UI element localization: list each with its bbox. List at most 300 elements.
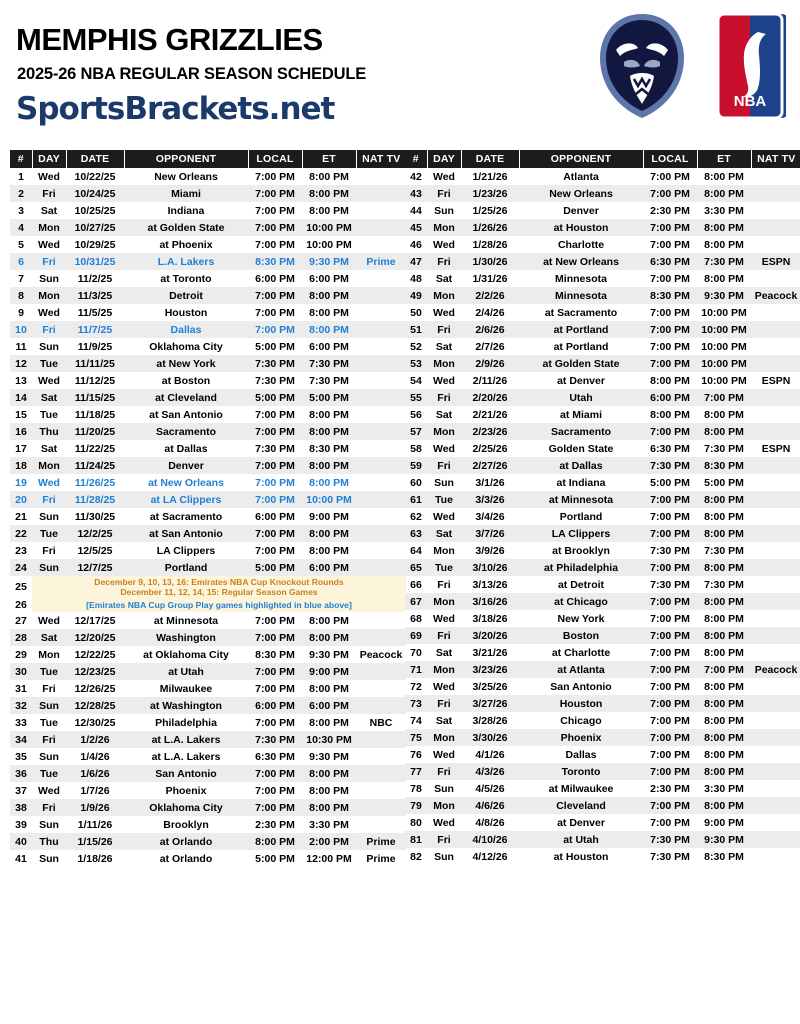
- game-opponent: at Brooklyn: [552, 544, 610, 557]
- game-date: 3/28/26: [472, 714, 508, 727]
- table-row: [10, 731, 406, 748]
- game-national-tv: [751, 780, 800, 797]
- game-day: Sat: [40, 204, 58, 217]
- game-national-tv: [356, 406, 406, 423]
- game-day: Fri: [32, 253, 66, 270]
- game-day: Wed: [38, 476, 60, 489]
- game-national-tv: Prime: [356, 253, 406, 270]
- game-opponent: LA Clippers: [519, 525, 643, 542]
- game-national-tv: [751, 627, 800, 644]
- game-opponent: at Golden State: [519, 355, 643, 372]
- row-number: 22: [10, 525, 32, 542]
- game-day: Fri: [32, 185, 66, 202]
- game-national-tv: [751, 406, 800, 423]
- game-date: 11/18/25: [74, 408, 116, 421]
- game-date: 1/4/26: [80, 750, 110, 763]
- game-opponent: Denver: [124, 457, 248, 474]
- game-opponent: at Utah: [519, 831, 643, 848]
- game-date: 12/30/25: [74, 716, 116, 729]
- game-date: 3/13/26: [472, 578, 508, 591]
- schedule-table-left: [10, 150, 406, 867]
- game-date: 2/23/26: [461, 423, 519, 440]
- game-et-time: 8:00 PM: [302, 423, 356, 440]
- game-national-tv: [356, 765, 406, 782]
- game-day: Sat: [435, 646, 453, 659]
- game-national-tv: [751, 610, 800, 627]
- game-et-time: 8:00 PM: [302, 765, 356, 782]
- table-row: [405, 729, 800, 746]
- row-number: 21: [15, 510, 27, 523]
- game-et-time: 8:00 PM: [697, 763, 751, 780]
- game-date: 11/15/25: [66, 389, 124, 406]
- table-row: [405, 848, 800, 865]
- game-day: Sun: [39, 272, 59, 285]
- game-local-time: 7:30 PM: [650, 850, 690, 863]
- table-row: [10, 440, 406, 457]
- game-local-time: 7:00 PM: [248, 423, 302, 440]
- nba-logo: [714, 10, 786, 122]
- game-et-time: 8:00 PM: [309, 784, 349, 797]
- game-local-time: 7:00 PM: [255, 238, 295, 251]
- game-day: Fri: [427, 389, 461, 406]
- row-number: 29: [15, 648, 27, 661]
- game-local-time: 7:00 PM: [643, 219, 697, 236]
- game-date: 11/26/25: [74, 476, 116, 489]
- row-number: 71: [405, 661, 427, 678]
- game-et-time: 6:00 PM: [302, 559, 356, 576]
- game-et-time: 9:30 PM: [302, 253, 356, 270]
- game-local-time: 7:00 PM: [248, 219, 302, 236]
- game-national-tv: [356, 185, 406, 202]
- game-day: Sat: [32, 629, 66, 646]
- game-national-tv: [751, 185, 800, 202]
- game-day: Thu: [32, 833, 66, 850]
- game-local-time: 7:30 PM: [255, 442, 295, 455]
- row-number: 12: [10, 355, 32, 372]
- game-local-time: 7:00 PM: [255, 204, 295, 217]
- game-et-time: 8:00 PM: [697, 559, 751, 576]
- game-date: 1/18/26: [77, 852, 113, 865]
- table-row: [10, 168, 406, 185]
- row-number: 65: [405, 559, 427, 576]
- row-number: 39: [15, 818, 27, 831]
- game-date: 1/11/26: [77, 818, 113, 831]
- table-row: [405, 219, 800, 236]
- game-date: 3/18/26: [472, 612, 508, 625]
- table-row: [405, 508, 800, 525]
- game-date: 1/15/26: [66, 833, 124, 850]
- game-et-time: 8:00 PM: [697, 797, 751, 814]
- game-day: Fri: [427, 185, 461, 202]
- game-day: Wed: [433, 238, 455, 251]
- game-opponent: at Charlotte: [551, 646, 611, 659]
- game-local-time: 7:00 PM: [255, 614, 295, 627]
- game-et-time: 8:30 PM: [697, 457, 751, 474]
- game-local-time: 7:00 PM: [643, 661, 697, 678]
- game-day: Wed: [433, 612, 455, 625]
- table-row: [405, 559, 800, 576]
- game-local-time: 5:00 PM: [248, 389, 302, 406]
- table-row: [10, 765, 406, 782]
- game-national-tv: [356, 663, 406, 680]
- game-date: 11/28/25: [66, 491, 124, 508]
- row-number: 49: [405, 287, 427, 304]
- row-number: 19: [15, 476, 27, 489]
- game-date: 2/21/26: [472, 408, 508, 421]
- game-et-time: 7:30 PM: [302, 355, 356, 372]
- game-opponent: at Toronto: [160, 272, 212, 285]
- game-et-time: 5:00 PM: [302, 389, 356, 406]
- game-opponent: at New York: [124, 355, 248, 372]
- game-opponent: at Sacramento: [149, 510, 223, 523]
- game-date: 3/25/26: [472, 680, 508, 693]
- game-et-time: 10:00 PM: [302, 491, 356, 508]
- game-opponent: San Antonio: [124, 765, 248, 782]
- game-et-time: 8:00 PM: [302, 629, 356, 646]
- game-national-tv: [356, 731, 406, 748]
- game-day: Tue: [427, 491, 461, 508]
- game-national-tv: [356, 236, 406, 253]
- game-opponent: San Antonio: [550, 680, 612, 693]
- game-opponent: at Miami: [559, 408, 602, 421]
- game-day: Wed: [433, 680, 455, 693]
- game-date: 12/5/25: [77, 544, 113, 557]
- game-et-time: 8:00 PM: [697, 627, 751, 644]
- game-et-time: 8:00 PM: [697, 219, 751, 236]
- game-opponent: at Dallas: [519, 457, 643, 474]
- game-opponent: at Houston: [553, 850, 609, 863]
- game-local-time: 6:00 PM: [248, 697, 302, 714]
- game-et-time: 8:00 PM: [704, 272, 744, 285]
- game-national-tv: [356, 457, 406, 474]
- game-local-time: 7:00 PM: [255, 476, 295, 489]
- game-local-time: 8:00 PM: [650, 374, 690, 387]
- game-day: Fri: [427, 457, 461, 474]
- game-opponent: Sacramento: [519, 423, 643, 440]
- col-header-number: #: [10, 150, 32, 168]
- game-date: 2/27/26: [461, 457, 519, 474]
- row-number: 35: [15, 750, 27, 763]
- game-date: 3/27/26: [461, 695, 519, 712]
- row-number: 33: [15, 716, 27, 729]
- note-text: December 9, 10, 13, 16: Emirates NBA Cup Knockout Rounds December 11, 12, 14, 15: Regular Season Games: [32, 576, 406, 598]
- row-number: 46: [410, 238, 422, 251]
- game-date: 3/16/26: [461, 593, 519, 610]
- game-national-tv: [356, 508, 406, 525]
- game-opponent: New Orleans: [519, 185, 643, 202]
- game-opponent: at Denver: [557, 816, 605, 829]
- game-opponent: at San Antonio: [124, 525, 248, 542]
- game-national-tv: [356, 697, 406, 714]
- game-et-time: 8:00 PM: [704, 680, 744, 693]
- game-national-tv: [751, 321, 800, 338]
- game-opponent: at Indiana: [556, 476, 606, 489]
- row-number: 61: [405, 491, 427, 508]
- game-national-tv: ESPN: [761, 442, 791, 455]
- game-et-time: 7:00 PM: [697, 661, 751, 678]
- page-title: MEMPHIS GRIZZLIES: [16, 22, 323, 57]
- game-et-time: 8:00 PM: [697, 525, 751, 542]
- game-et-time: 8:00 PM: [704, 170, 744, 183]
- game-opponent: Portland: [559, 510, 603, 523]
- game-local-time: 7:00 PM: [643, 491, 697, 508]
- row-number: 30: [10, 663, 32, 680]
- game-national-tv: [356, 168, 406, 185]
- game-local-time: 7:00 PM: [643, 355, 697, 372]
- page-header: [0, 0, 800, 150]
- game-national-tv: [356, 338, 406, 355]
- game-day: Fri: [427, 695, 461, 712]
- game-date: 3/3/26: [461, 491, 519, 508]
- game-national-tv: [356, 389, 406, 406]
- table-row: [10, 816, 406, 833]
- row-number: 32: [10, 697, 32, 714]
- table-row: [10, 304, 406, 321]
- game-et-time: 10:00 PM: [701, 340, 747, 353]
- table-row: [10, 338, 406, 355]
- row-number: 5: [18, 238, 24, 251]
- game-opponent: at Cleveland: [124, 389, 248, 406]
- game-date: 4/6/26: [461, 797, 519, 814]
- game-opponent: Dallas: [565, 748, 597, 761]
- game-et-time: 6:00 PM: [309, 272, 349, 285]
- game-local-time: 7:00 PM: [650, 238, 690, 251]
- row-number: 2: [10, 185, 32, 202]
- game-date: 1/7/26: [80, 784, 110, 797]
- game-national-tv: Peacock: [359, 648, 403, 661]
- game-day: Sun: [434, 476, 454, 489]
- table-row: [405, 355, 800, 372]
- game-local-time: 7:00 PM: [650, 612, 690, 625]
- table-row: [405, 610, 800, 627]
- game-local-time: 7:00 PM: [248, 663, 302, 680]
- game-et-time: 8:00 PM: [309, 476, 349, 489]
- table-row: [10, 270, 406, 287]
- game-day: Mon: [427, 729, 461, 746]
- row-number: 47: [405, 253, 427, 270]
- game-et-time: 9:30 PM: [309, 648, 349, 661]
- table-row: [10, 612, 406, 629]
- game-day: Sun: [434, 204, 454, 217]
- game-local-time: 2:30 PM: [650, 782, 690, 795]
- row-number: 27: [15, 614, 27, 627]
- col-header-day: DAY: [32, 150, 66, 168]
- game-day: Mon: [427, 287, 461, 304]
- game-national-tv: [751, 593, 800, 610]
- table-row: [10, 406, 406, 423]
- game-day: Tue: [32, 765, 66, 782]
- game-et-time: 8:00 PM: [704, 510, 744, 523]
- game-local-time: 7:30 PM: [643, 831, 697, 848]
- game-opponent: Cleveland: [519, 797, 643, 814]
- game-et-time: 8:00 PM: [704, 646, 744, 659]
- game-et-time: 9:30 PM: [309, 750, 349, 763]
- game-opponent: Portland: [124, 559, 248, 576]
- game-opponent: Boston: [519, 627, 643, 644]
- game-national-tv: [751, 202, 800, 219]
- game-opponent: at Portland: [519, 321, 643, 338]
- game-et-time: 8:00 PM: [309, 408, 349, 421]
- game-date: 2/11/26: [472, 374, 508, 387]
- game-day: Fri: [32, 731, 66, 748]
- game-date: 11/22/25: [74, 442, 116, 455]
- game-opponent: Phoenix: [519, 729, 643, 746]
- game-date: 2/6/26: [461, 321, 519, 338]
- row-number: 58: [410, 442, 422, 455]
- table-row: [405, 168, 800, 185]
- col-header-number: #: [405, 150, 427, 168]
- row-number: 4: [10, 219, 32, 236]
- col-header-day: DAY: [427, 150, 461, 168]
- game-et-time: 8:00 PM: [302, 321, 356, 338]
- table-row: [405, 321, 800, 338]
- game-national-tv: [356, 372, 406, 389]
- game-opponent: Philadelphia: [155, 716, 217, 729]
- game-local-time: 7:30 PM: [643, 457, 697, 474]
- col-header-et: ET: [302, 150, 356, 168]
- game-et-time: 10:00 PM: [306, 238, 352, 251]
- table-row: [10, 287, 406, 304]
- row-number: 59: [405, 457, 427, 474]
- row-number: 63: [405, 525, 427, 542]
- game-local-time: 7:00 PM: [248, 491, 302, 508]
- game-opponent: Washington: [124, 629, 248, 646]
- game-local-time: 7:00 PM: [643, 423, 697, 440]
- game-day: Fri: [42, 682, 56, 695]
- game-date: 12/26/25: [74, 682, 116, 695]
- game-opponent: Oklahoma City: [124, 799, 248, 816]
- game-local-time: 7:00 PM: [650, 170, 690, 183]
- table-row: [405, 338, 800, 355]
- game-local-time: 7:00 PM: [643, 321, 697, 338]
- game-et-time: 8:00 PM: [309, 614, 349, 627]
- col-header-nattv: NAT TV: [356, 150, 406, 168]
- table-row: [405, 678, 800, 695]
- row-number: 34: [10, 731, 32, 748]
- game-opponent: at Orlando: [159, 852, 213, 865]
- season-subtitle: 2025-26 NBA REGULAR SEASON SCHEDULE: [17, 64, 367, 83]
- game-date: 11/9/25: [77, 340, 113, 353]
- game-date: 11/2/25: [77, 272, 113, 285]
- game-national-tv: ESPN: [761, 374, 791, 387]
- game-day: Wed: [433, 442, 455, 455]
- table-row: [405, 253, 800, 270]
- table-row: [405, 287, 800, 304]
- game-opponent: Sacramento: [124, 423, 248, 440]
- game-local-time: 7:30 PM: [248, 355, 302, 372]
- game-et-time: 10:00 PM: [701, 374, 747, 387]
- row-number: 8: [10, 287, 32, 304]
- game-et-time: 12:00 PM: [306, 852, 352, 865]
- game-date: 1/21/26: [472, 170, 508, 183]
- table-row: [405, 440, 800, 457]
- game-local-time: 8:30 PM: [255, 648, 295, 661]
- game-et-time: 8:00 PM: [697, 695, 751, 712]
- game-national-tv: [751, 797, 800, 814]
- table-row: [10, 714, 406, 731]
- game-local-time: 7:00 PM: [255, 170, 295, 183]
- game-local-time: 2:30 PM: [650, 204, 690, 217]
- game-et-time: 10:00 PM: [701, 306, 747, 319]
- game-day: Mon: [32, 457, 66, 474]
- game-local-time: 7:00 PM: [643, 627, 697, 644]
- memphis-grizzlies-logo: [586, 10, 698, 122]
- game-date: 10/22/25: [74, 170, 116, 183]
- game-day: Wed: [38, 306, 60, 319]
- game-date: 1/26/26: [461, 219, 519, 236]
- game-day: Mon: [427, 219, 461, 236]
- game-et-time: 8:00 PM: [697, 423, 751, 440]
- game-day: Sat: [427, 525, 461, 542]
- game-local-time: 7:00 PM: [643, 729, 697, 746]
- row-number: 14: [10, 389, 32, 406]
- game-opponent: LA Clippers: [156, 544, 216, 557]
- row-number: 77: [405, 763, 427, 780]
- game-national-tv: [751, 814, 800, 831]
- game-date: 3/20/26: [461, 627, 519, 644]
- game-local-time: 7:00 PM: [255, 716, 295, 729]
- game-date: 11/24/25: [66, 457, 124, 474]
- game-national-tv: [751, 236, 800, 253]
- game-opponent: Charlotte: [557, 238, 605, 251]
- schedule-note-row: [10, 598, 406, 612]
- game-local-time: 7:00 PM: [650, 646, 690, 659]
- row-number: 45: [405, 219, 427, 236]
- table-row: [10, 185, 406, 202]
- game-national-tv: [356, 748, 406, 765]
- game-local-time: 6:00 PM: [255, 510, 295, 523]
- game-national-tv: [751, 355, 800, 372]
- game-day: Sat: [435, 408, 453, 421]
- game-et-time: 8:00 PM: [309, 204, 349, 217]
- game-day: Mon: [427, 423, 461, 440]
- game-opponent: at Minnesota: [519, 491, 643, 508]
- game-et-time: 6:00 PM: [309, 340, 349, 353]
- row-number: 41: [15, 852, 27, 865]
- table-row: [405, 474, 800, 491]
- game-date: 3/1/26: [475, 476, 505, 489]
- game-day: Tue: [32, 525, 66, 542]
- game-day: Fri: [32, 491, 66, 508]
- game-day: Wed: [433, 510, 455, 523]
- table-row: [405, 389, 800, 406]
- table-row: [405, 304, 800, 321]
- col-header-et: ET: [697, 150, 751, 168]
- game-local-time: 7:30 PM: [255, 374, 295, 387]
- table-row: [10, 253, 406, 270]
- game-date: 2/7/26: [475, 340, 505, 353]
- game-local-time: 7:00 PM: [643, 593, 697, 610]
- game-opponent: Detroit: [124, 287, 248, 304]
- game-et-time: 9:00 PM: [309, 510, 349, 523]
- game-et-time: 10:00 PM: [697, 321, 751, 338]
- game-local-time: 7:00 PM: [248, 799, 302, 816]
- row-number: 20: [10, 491, 32, 508]
- row-number: 76: [410, 748, 422, 761]
- table-row: [10, 680, 406, 697]
- row-number: 82: [410, 850, 422, 863]
- game-day: Mon: [32, 287, 66, 304]
- game-et-time: 9:00 PM: [704, 816, 744, 829]
- game-date: 2/20/26: [461, 389, 519, 406]
- game-opponent: at Boston: [161, 374, 211, 387]
- game-date: 4/10/26: [461, 831, 519, 848]
- game-opponent: L.A. Lakers: [124, 253, 248, 270]
- row-number: 13: [15, 374, 27, 387]
- game-day: Wed: [433, 170, 455, 183]
- table-row: [10, 542, 406, 559]
- game-date: 4/8/26: [475, 816, 505, 829]
